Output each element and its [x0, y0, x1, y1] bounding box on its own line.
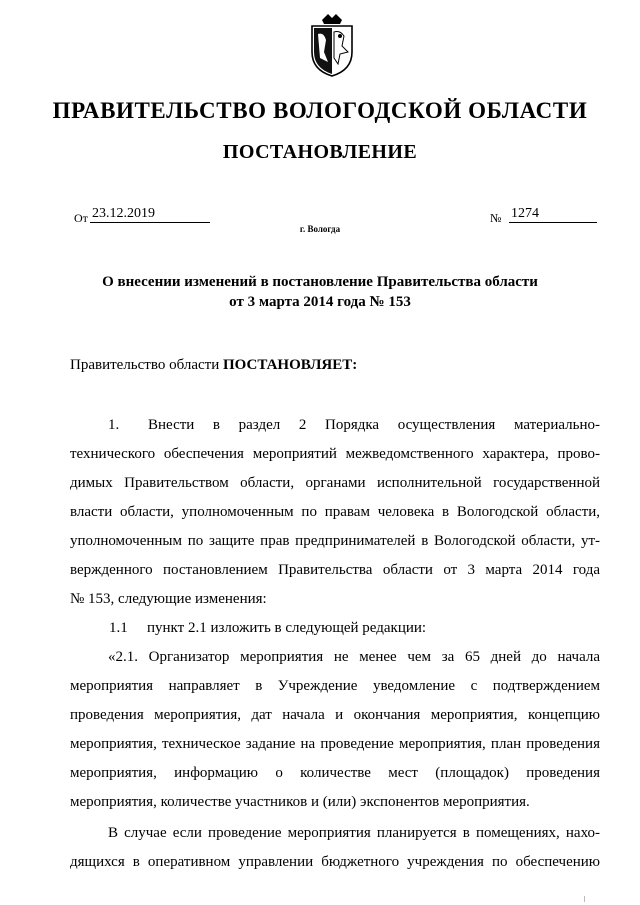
city-label: г. Вологда — [299, 224, 341, 234]
preamble — [70, 357, 357, 374]
number-prefix: № — [490, 211, 502, 225]
paragraph-line: В случае если проведение мероприятия планируется в помещениях, нахо- — [108, 825, 600, 841]
item-1-line: власти области, уполномоченным по правам человека в Вологодской области, — [70, 504, 600, 520]
quote-line: мероприятия, количестве участников и (или) экспонентов мероприятия. — [70, 794, 530, 810]
subject-line-1: О внесении изменений в постановление Правительства области — [102, 274, 538, 290]
quote-line: «2.1. Организатор мероприятия не менее чем за 65 дней до начала — [108, 649, 600, 665]
paragraph-line: дящихся в оперативном управлении бюджетного учреждения по обеспечению — [70, 854, 600, 870]
document-number: 1274 — [509, 205, 597, 223]
preamble-bold: ПОСТАНОВЛЯЕТ: — [222, 357, 358, 373]
item-1-line: Внести в раздел 2 Порядка осуществления материально- — [148, 417, 600, 433]
item-1-line: вержденного постановлением Правительства области от 3 марта 2014 года — [70, 562, 600, 578]
scan-mark — [584, 896, 585, 902]
item-1-line: димых Правительством области, органами исполнительной государственной — [70, 475, 600, 491]
date-prefix: От — [74, 211, 88, 225]
quote-line: мероприятия, техническое задание на проведение мероприятия, план проведения — [70, 736, 600, 752]
quote-line: проведения мероприятия, дат начала и окончания мероприятия, концепцию — [70, 707, 600, 723]
quote-line: мероприятия направляет в Учреждение уведомление с подтверждением — [70, 678, 600, 694]
subject-line-2: от 3 марта 2014 года № 153 — [229, 294, 411, 310]
sub-item-text: пункт 2.1 изложить в следующей редакции: — [147, 620, 427, 636]
coat-of-arms-icon — [304, 12, 360, 78]
quote-line: мероприятия, информацию о количестве мест (площадок) проведения — [70, 765, 600, 781]
item-1-number: 1. — [108, 417, 120, 433]
sub-item-number: 1.1 — [109, 620, 128, 636]
preamble-text: Правительство области — [70, 357, 223, 373]
document-date: 23.12.2019 — [90, 205, 210, 223]
item-1-line: № 153, следующие изменения: — [70, 591, 267, 607]
item-1-line: уполномоченным по защите прав предпринимателей в Вологодской области, ут- — [70, 533, 600, 549]
document-type: ПОСТАНОВЛЕНИЕ — [222, 141, 418, 163]
item-1-line: технического обеспечения мероприятий межведомственного характера, прово- — [70, 446, 600, 462]
government-title: ПРАВИТЕЛЬСТВО ВОЛОГОДСКОЙ ОБЛАСТИ — [52, 98, 588, 123]
document-subject — [0, 272, 640, 312]
